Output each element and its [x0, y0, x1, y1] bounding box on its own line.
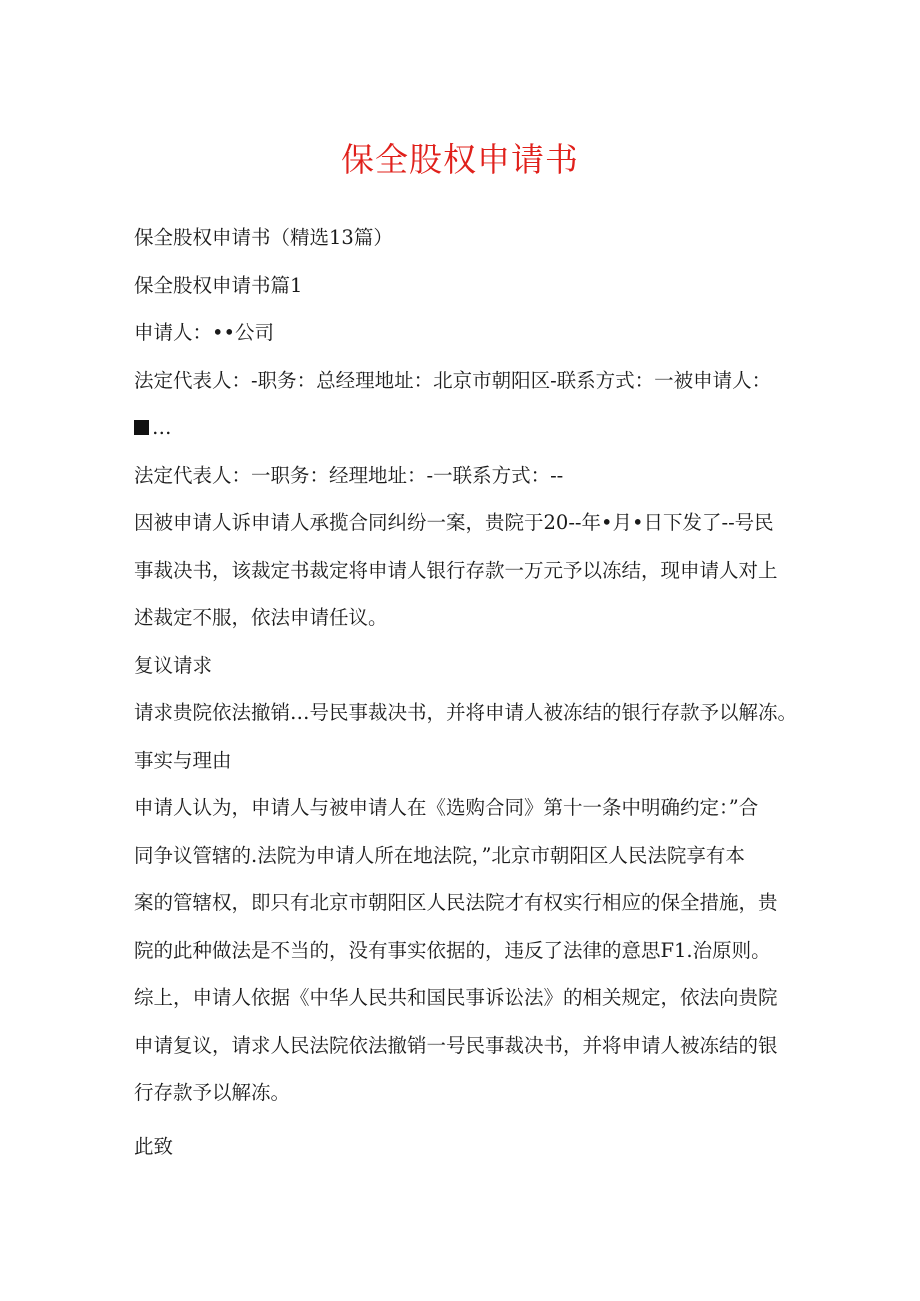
legal-rep-line: 法定代表人：-职务：总经理地址：北京市朝阳区-联系方式：一被申请人： [134, 368, 772, 392]
closing-line: 此致 [134, 1134, 174, 1158]
subtitle-line: 保全股权申请书（精选13篇） [134, 226, 393, 249]
body-text-line: 述裁定不服，依法申请任议。 [134, 606, 388, 629]
applicant-line: 申请人：••公司 [134, 321, 275, 344]
section-heading: 保全股权申请书篇1 [134, 273, 303, 297]
body-text-line: 行存款予以解冻。 [134, 1081, 291, 1104]
body-text-line: 因被申请人诉申请人承揽合同纠纷一案，贵院于20--年•月•日下发了--号民 [134, 511, 774, 534]
body-text-line: 事裁决书，该裁定书裁定将申请人银行存款一万元予以冻结，现申请人对上 [134, 558, 778, 582]
body-text-line: 同争议管辖的.法院为申请人所在地法院，”北京市朝阳区人民法院享有本 [134, 843, 745, 867]
body-text-line: 综上，申请人依据《中华人民共和国民事诉讼法》的相关规定，依法向贵院 [134, 986, 778, 1009]
section-heading: 事实与理由 [134, 748, 232, 772]
section-heading: 复议请求 [134, 653, 213, 677]
respondent-rep-line: 法定代表人：一职务：经理地址：-一联系方式：-- [134, 463, 564, 487]
body-text-line: 申请人认为，申请人与被申请人在《选购合同》第十一条中明确约定：”合 [134, 796, 759, 819]
respondent-name-text: … [152, 416, 172, 439]
body-text-line: 案的管辖权，即只有北京市朝阳区人民法院才有权实行相应的保全措施，贵 [134, 891, 778, 914]
respondent-name-line [134, 404, 796, 452]
body-text-line: 院的此种做法是不当的，没有事实依据的，违反了法律的意思F1.治原则。 [134, 938, 771, 962]
body-text-line: 申请复议，请求人民法院依法撤销一号民事裁决书，并将申请人被冻结的银 [134, 1033, 778, 1057]
redaction-square-icon [134, 420, 149, 435]
document-body [134, 214, 796, 1170]
document-title: 保全股权申请书 [341, 140, 579, 179]
body-text-line: 请求贵院依法撤销…号民事裁决书，并将申请人被冻结的银行存款予以解冻。 [134, 701, 798, 724]
